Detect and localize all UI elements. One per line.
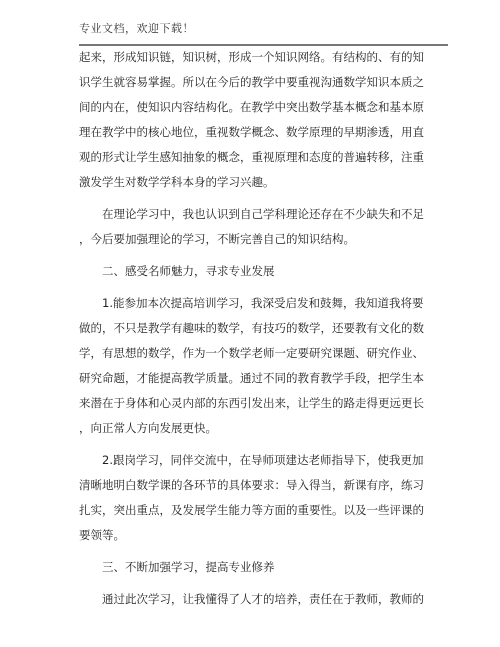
text-line: 通过此次学习，让我懂得了人才的培养，责任在于教师，教师的 (102, 592, 424, 606)
paragraph-4 (79, 448, 452, 548)
text-line: 观的形式让学生感知抽象的概念，重视原理和态度的普遍转移，注重 (79, 150, 424, 164)
paragraph-1 (79, 45, 452, 195)
section-heading-3 (79, 555, 452, 580)
text-line: 要领等。 (79, 528, 125, 542)
section-heading-2 (79, 259, 452, 284)
section-heading: 三、不断加强学习，提高专业修养 (102, 560, 275, 574)
text-line: ，向正常人方向发展更快。 (79, 421, 217, 435)
paragraph-5 (79, 587, 452, 612)
text-line: 来潜在于身体和心灵内部的东西引发出来，让学生的路走得更远更长 (79, 396, 424, 410)
text-line: 研究命题，才能提高教学质量。通过不同的教育教学手段，把学生本 (79, 371, 424, 385)
text-line: ，今后要加强理论的学习，不断完善自己的知识结构。 (79, 232, 355, 246)
text-line: 理在教学中的核心地位，重视数学概念、数学原理的早期渗透，用直 (79, 125, 424, 139)
text-line: 扎实，突出重点，及发展学生能力等方面的重要性。以及一些评课的 (79, 503, 424, 517)
text-line: 起来，形成知识链，知识树，形成一个知识网络。有结构的、有的知 (79, 50, 424, 64)
page-header: 专业文档，欢迎下载！ (79, 22, 194, 35)
section-heading: 二、感受名师魅力，寻求专业发展 (102, 264, 275, 278)
text-line: 1.能参加本次提高培训学习，我深受启发和鼓舞，我知道我将要 (102, 296, 424, 310)
text-line: 间的内在，使知识内容结构化。在教学中突出数学基本概念和基本原 (79, 100, 424, 114)
text-line: 2.跟岗学习，同伴交流中，在导师项建达老师指导下，使我更加 (102, 453, 424, 467)
text-line: 在理论学习中，我也认识到自己学科理论还存在不少缺失和不足 (102, 207, 424, 221)
document-body (79, 45, 452, 617)
paragraph-2 (79, 202, 452, 252)
text-line: 激发学生对数学学科本身的学习兴趣。 (79, 175, 275, 189)
text-line: 做的，不只是教学有趣味的数学，有技巧的数学，还要教有文化的数 (79, 321, 424, 335)
text-line: 学，有思想的数学，作为一个数学老师一定要研究课题、研究作业、 (79, 346, 424, 360)
paragraph-3 (79, 291, 452, 441)
text-line: 识学生就容易掌握。所以在今后的教学中要重视沟通数学知识本质之 (79, 75, 424, 89)
text-line: 清晰地明白数学课的各环节的具体要求：导入得当，新课有序，练习 (79, 478, 424, 492)
